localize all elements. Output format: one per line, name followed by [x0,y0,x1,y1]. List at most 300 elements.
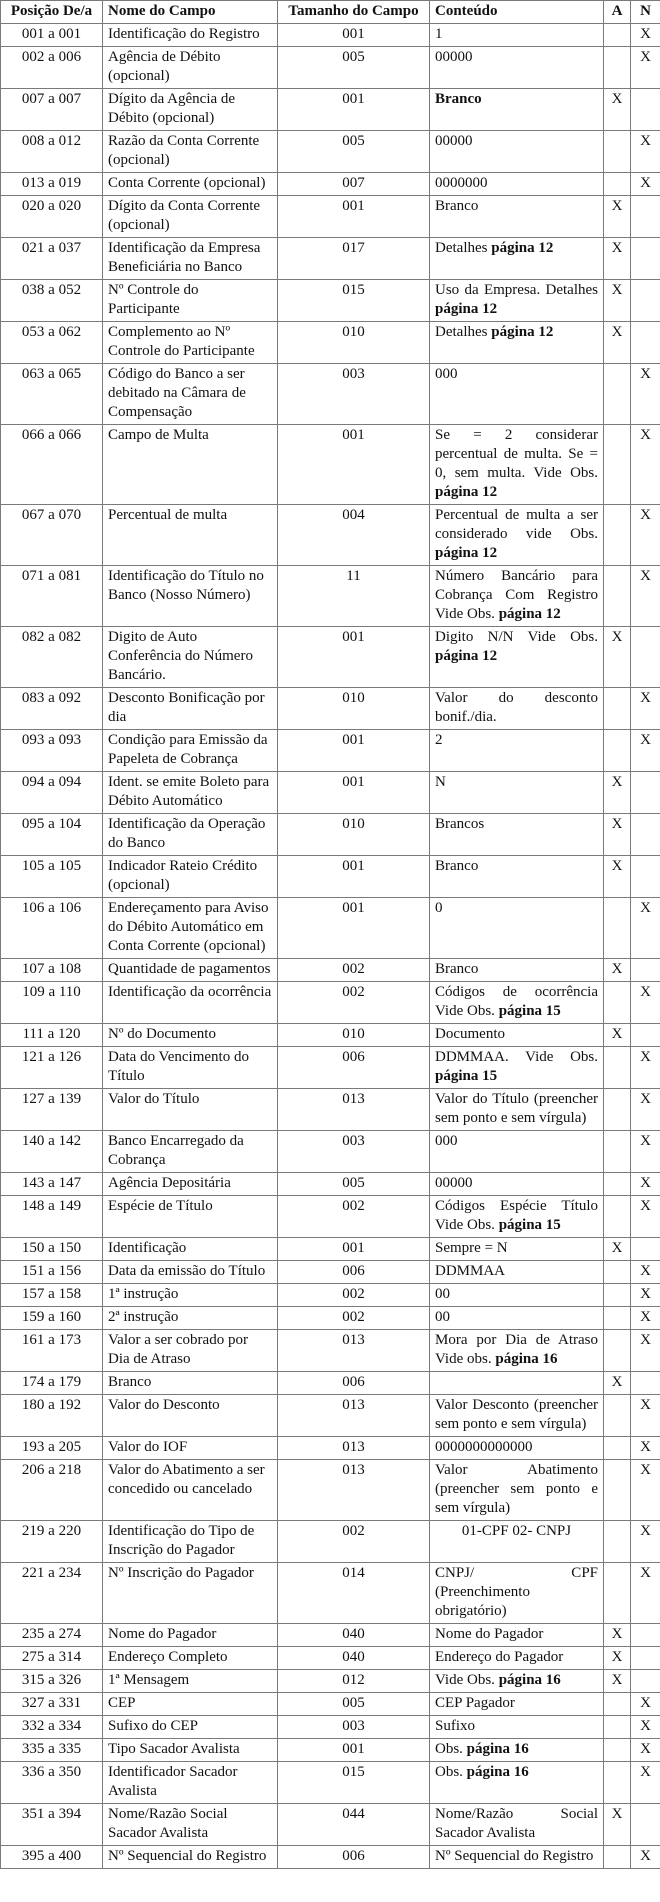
field-size-cell: 015 [278,280,430,322]
field-name-cell: Identificação da Empresa Beneficiária no Banco [103,238,278,280]
content-text: Sempre = N [435,1240,508,1256]
field-size-cell: 004 [278,505,430,566]
field-name-cell: Condição para Emissão da Papeleta de Cobrança [103,730,278,772]
field-name-cell: Agência de Débito (opcional) [103,47,278,89]
alphanumeric-flag-cell [604,898,631,959]
position-cell: 206 a 218 [1,1460,103,1521]
content-text: 000 [435,1133,458,1149]
alphanumeric-flag-cell: X [604,1647,631,1670]
content-cell [430,982,604,1024]
field-name-cell: Digito de Auto Conferência do Número Bancário. [103,627,278,688]
numeric-flag-cell: X [631,364,660,425]
alphanumeric-flag-cell [604,1739,631,1762]
content-cell [430,1521,604,1563]
numeric-flag-cell: X [631,1196,660,1238]
content-text: Branco [435,961,479,977]
alphanumeric-flag-cell [604,131,631,173]
content-text: Códigos Espécie Título Vide Obs. [435,1198,598,1233]
content-cell [430,1624,604,1647]
position-cell: 335 a 335 [1,1739,103,1762]
alphanumeric-flag-cell [604,1460,631,1521]
field-name-cell: Valor do Abatimento a ser concedido ou cancelado [103,1460,278,1521]
field-size-cell: 002 [278,1196,430,1238]
numeric-flag-cell: X [631,1284,660,1307]
table-row [1,1460,660,1521]
content-text: Percentual de multa a ser considerado vide Obs. [435,507,598,542]
content-text: Branco [435,198,479,214]
numeric-flag-cell: X [631,1131,660,1173]
table-row [1,1284,660,1307]
field-name-cell: Dígito da Conta Corrente (opcional) [103,196,278,238]
position-cell: 020 a 020 [1,196,103,238]
alphanumeric-flag-cell: X [604,627,631,688]
content-cell [430,1647,604,1670]
table-row [1,814,660,856]
table-row [1,173,660,196]
content-cell [430,89,604,131]
table-row [1,1261,660,1284]
field-size-cell: 013 [278,1089,430,1131]
header-position: Posição De/a [1,1,103,24]
field-name-cell: 2ª instrução [103,1307,278,1330]
content-text: 00000 [435,49,473,65]
table-row [1,1372,660,1395]
numeric-flag-cell: X [631,131,660,173]
content-cell [430,1437,604,1460]
field-size-cell: 003 [278,1131,430,1173]
numeric-flag-cell [631,627,660,688]
table-row [1,1047,660,1089]
alphanumeric-flag-cell [604,688,631,730]
field-name-cell: Nome/Razão Social Sacador Avalista [103,1804,278,1846]
position-cell: 351 a 394 [1,1804,103,1846]
numeric-flag-cell: X [631,1307,660,1330]
content-page-reference: página 16 [466,1764,529,1780]
content-text: CEP Pagador [435,1695,515,1711]
field-size-cell: 001 [278,89,430,131]
alphanumeric-flag-cell [604,425,631,505]
field-size-cell: 007 [278,173,430,196]
content-page-reference: página 16 [495,1351,558,1367]
alphanumeric-flag-cell [604,1330,631,1372]
alphanumeric-flag-cell [604,1437,631,1460]
content-text: Nº Sequencial do Registro [435,1848,594,1864]
position-cell: 150 a 150 [1,1238,103,1261]
alphanumeric-flag-cell [604,1693,631,1716]
numeric-flag-cell [631,89,660,131]
numeric-flag-cell [631,772,660,814]
numeric-flag-cell [631,238,660,280]
numeric-flag-cell [631,1238,660,1261]
position-cell: 071 a 081 [1,566,103,627]
content-page-reference: página 15 [498,1003,561,1019]
content-cell [430,1739,604,1762]
content-cell [430,322,604,364]
position-cell: 180 a 192 [1,1395,103,1437]
header-content: Conteúdo [430,1,604,24]
alphanumeric-flag-cell: X [604,238,631,280]
numeric-flag-cell: X [631,1739,660,1762]
field-name-cell: Tipo Sacador Avalista [103,1739,278,1762]
field-size-cell: 013 [278,1330,430,1372]
table-row [1,196,660,238]
table-row [1,856,660,898]
table-row [1,730,660,772]
alphanumeric-flag-cell [604,1261,631,1284]
alphanumeric-flag-cell [604,1131,631,1173]
content-text: Se = 2 considerar percentual de multa. Se = 0, sem multa. Vide Obs. [435,427,598,481]
content-text: 2 [435,732,443,748]
position-cell: 161 a 173 [1,1330,103,1372]
content-text: Sufixo [435,1718,476,1734]
table-row [1,627,660,688]
field-name-cell: Data do Vencimento do Título [103,1047,278,1089]
field-size-cell: 001 [278,1238,430,1261]
alphanumeric-flag-cell [604,1716,631,1739]
field-name-cell: Percentual de multa [103,505,278,566]
table-row [1,1624,660,1647]
alphanumeric-flag-cell [604,505,631,566]
position-cell: 105 a 105 [1,856,103,898]
alphanumeric-flag-cell: X [604,1670,631,1693]
position-cell: 140 a 142 [1,1131,103,1173]
content-page-reference: página 12 [435,545,498,561]
content-text: Número Bancário para Cobrança Com Registro Vide Obs. [435,568,598,622]
numeric-flag-cell: X [631,730,660,772]
numeric-flag-cell: X [631,1521,660,1563]
field-name-cell: Desconto Bonificação por dia [103,688,278,730]
content-cell [430,566,604,627]
table-row [1,1716,660,1739]
numeric-flag-cell: X [631,425,660,505]
content-cell [430,1196,604,1238]
numeric-flag-cell: X [631,1330,660,1372]
alphanumeric-flag-cell [604,24,631,47]
alphanumeric-flag-cell: X [604,1624,631,1647]
position-cell: 143 a 147 [1,1173,103,1196]
content-text: Endereço do Pagador [435,1649,564,1665]
numeric-flag-cell: X [631,1089,660,1131]
content-text: 01-CPF 02- CNPJ [461,1523,572,1539]
field-name-cell: Agência Depositária [103,1173,278,1196]
numeric-flag-cell: X [631,1395,660,1437]
field-size-cell: 002 [278,1521,430,1563]
position-cell: 106 a 106 [1,898,103,959]
content-text: Vide Obs. [435,1672,499,1688]
table-row [1,1563,660,1624]
content-cell [430,1372,604,1395]
field-size-cell: 014 [278,1563,430,1624]
field-name-cell: Espécie de Título [103,1196,278,1238]
content-cell [430,1024,604,1047]
field-name-cell: Código do Banco a ser debitado na Câmara de Compensação [103,364,278,425]
table-row [1,1196,660,1238]
content-cell [430,364,604,425]
content-cell [430,1238,604,1261]
table-row [1,1024,660,1047]
content-text: Detalhes [435,240,492,256]
content-page-reference: página 15 [498,1217,561,1233]
position-cell: 235 a 274 [1,1624,103,1647]
position-cell: 159 a 160 [1,1307,103,1330]
table-row [1,566,660,627]
numeric-flag-cell: X [631,566,660,627]
field-size-cell: 002 [278,1284,430,1307]
content-text: 00 [435,1286,450,1302]
position-cell: 193 a 205 [1,1437,103,1460]
table-row [1,1804,660,1846]
field-size-cell: 013 [278,1395,430,1437]
content-text: Documento [435,1026,505,1042]
position-cell: 327 a 331 [1,1693,103,1716]
alphanumeric-flag-cell [604,173,631,196]
position-cell: 038 a 052 [1,280,103,322]
field-name-cell: Sufixo do CEP [103,1716,278,1739]
position-cell: 174 a 179 [1,1372,103,1395]
content-cell [430,280,604,322]
field-size-cell: 015 [278,1762,430,1804]
content-text: N [435,774,446,790]
content-cell [430,1330,604,1372]
alphanumeric-flag-cell: X [604,1804,631,1846]
field-name-cell: CEP [103,1693,278,1716]
content-text: Valor Abatimento (preencher sem ponto e sem vírgula) [435,1462,598,1516]
content-cell [430,131,604,173]
field-size-cell: 001 [278,425,430,505]
table-row [1,280,660,322]
content-page-reference: página 12 [498,606,561,622]
table-row [1,322,660,364]
numeric-flag-cell [631,814,660,856]
table-row [1,1762,660,1804]
numeric-flag-cell: X [631,898,660,959]
header-a: A [604,1,631,24]
content-text: 0000000 [435,175,488,191]
field-name-cell: Nº Controle do Participante [103,280,278,322]
table-row [1,131,660,173]
alphanumeric-flag-cell [604,1284,631,1307]
position-cell: 066 a 066 [1,425,103,505]
position-cell: 332 a 334 [1,1716,103,1739]
position-cell: 395 a 400 [1,1846,103,1869]
table-row [1,1693,660,1716]
content-page-reference: página 12 [435,648,498,664]
alphanumeric-flag-cell [604,1196,631,1238]
position-cell: 082 a 082 [1,627,103,688]
table-body [1,24,660,1869]
content-text: CNPJ/ CPF (Preenchimento obrigatório) [435,1565,598,1619]
numeric-flag-cell: X [631,505,660,566]
numeric-flag-cell: X [631,1563,660,1624]
field-name-cell: Indicador Rateio Crédito (opcional) [103,856,278,898]
field-name-cell: Complemento ao Nº Controle do Participante [103,322,278,364]
content-text: Brancos [435,816,485,832]
alphanumeric-flag-cell [604,1395,631,1437]
alphanumeric-flag-cell [604,730,631,772]
field-name-cell: Identificação do Tipo de Inscrição do Pagador [103,1521,278,1563]
field-name-cell: Nº do Documento [103,1024,278,1047]
content-text: Obs. [435,1764,467,1780]
field-size-cell: 044 [278,1804,430,1846]
position-cell: 008 a 012 [1,131,103,173]
content-text: Digito N/N Vide Obs. [435,629,598,645]
field-name-cell: Dígito da Agência de Débito (opcional) [103,89,278,131]
table-row [1,1330,660,1372]
alphanumeric-flag-cell: X [604,322,631,364]
table-row [1,1307,660,1330]
content-text: Códigos de ocorrência Vide Obs. [435,984,598,1019]
numeric-flag-cell [631,1372,660,1395]
position-cell: 221 a 234 [1,1563,103,1624]
table-row [1,1739,660,1762]
alphanumeric-flag-cell [604,1173,631,1196]
content-text: Valor do desconto bonif./dia. [435,690,598,725]
field-name-cell: Endereçamento para Aviso do Débito Automático em Conta Corrente (opcional) [103,898,278,959]
position-cell: 093 a 093 [1,730,103,772]
numeric-flag-cell: X [631,1047,660,1089]
header-n: N [631,1,660,24]
position-cell: 107 a 108 [1,959,103,982]
field-size-cell: 001 [278,1739,430,1762]
content-cell [430,1693,604,1716]
field-size-cell: 040 [278,1647,430,1670]
field-size-cell: 006 [278,1047,430,1089]
field-name-cell: Campo de Multa [103,425,278,505]
content-text: 0000000000000 [435,1439,533,1455]
table-row [1,1670,660,1693]
numeric-flag-cell: X [631,1762,660,1804]
field-name-cell: Identificação do Registro [103,24,278,47]
table-row [1,1089,660,1131]
header-field-size: Tamanho do Campo [278,1,430,24]
field-size-cell: 005 [278,131,430,173]
alphanumeric-flag-cell: X [604,196,631,238]
field-size-cell: 013 [278,1460,430,1521]
content-cell [430,1395,604,1437]
field-size-cell: 001 [278,856,430,898]
content-text: Branco [435,858,479,874]
table-row [1,425,660,505]
position-cell: 121 a 126 [1,1047,103,1089]
content-cell [430,196,604,238]
content-text: DDMMAA [435,1263,506,1279]
field-name-cell: Valor a ser cobrado por Dia de Atraso [103,1330,278,1372]
content-page-reference: página 12 [435,484,498,500]
field-size-cell: 001 [278,24,430,47]
content-page-reference: página 12 [491,240,554,256]
content-text: Obs. [435,1741,467,1757]
numeric-flag-cell [631,959,660,982]
position-cell: 053 a 062 [1,322,103,364]
field-size-cell: 010 [278,814,430,856]
content-cell [430,856,604,898]
field-size-cell: 010 [278,322,430,364]
alphanumeric-flag-cell [604,364,631,425]
content-cell [430,1762,604,1804]
numeric-flag-cell [631,196,660,238]
numeric-flag-cell: X [631,1437,660,1460]
content-cell [430,1047,604,1089]
content-text: Mora por Dia de Atraso Vide obs. [435,1332,598,1367]
position-cell: 127 a 139 [1,1089,103,1131]
field-name-cell: Identificação do Título no Banco (Nosso Número) [103,566,278,627]
table-row [1,24,660,47]
content-text: Valor Desconto (preencher sem ponto e sem vírgula) [435,1397,598,1432]
numeric-flag-cell [631,856,660,898]
content-text: DDMMAA. Vide Obs. [435,1049,598,1065]
numeric-flag-cell [631,1024,660,1047]
field-name-cell: Identificação [103,1238,278,1261]
alphanumeric-flag-cell: X [604,89,631,131]
table-row [1,47,660,89]
table-row [1,1131,660,1173]
numeric-flag-cell: X [631,1460,660,1521]
position-cell: 109 a 110 [1,982,103,1024]
content-cell [430,1804,604,1846]
numeric-flag-cell: X [631,47,660,89]
alphanumeric-flag-cell [604,1846,631,1869]
content-cell [430,1846,604,1869]
alphanumeric-flag-cell [604,1307,631,1330]
field-name-cell: Nº Sequencial do Registro [103,1846,278,1869]
table-row [1,1846,660,1869]
table-row [1,898,660,959]
field-size-cell: 006 [278,1846,430,1869]
content-text: Nome/Razão Social Sacador Avalista [435,1806,598,1841]
numeric-flag-cell: X [631,1693,660,1716]
numeric-flag-cell [631,322,660,364]
table-row [1,238,660,280]
position-cell: 336 a 350 [1,1762,103,1804]
field-name-cell: Valor do Título [103,1089,278,1131]
content-cell [430,238,604,280]
field-name-cell: Identificação da Operação do Banco [103,814,278,856]
field-name-cell: Nº Inscrição do Pagador [103,1563,278,1624]
table-row [1,89,660,131]
content-cell [430,688,604,730]
content-cell [430,1563,604,1624]
table-row [1,1395,660,1437]
position-cell: 157 a 158 [1,1284,103,1307]
numeric-flag-cell [631,1670,660,1693]
field-name-cell: Valor do IOF [103,1437,278,1460]
content-cell [430,24,604,47]
numeric-flag-cell: X [631,1173,660,1196]
content-text: 1 [435,26,443,42]
content-cell [430,173,604,196]
field-size-cell: 11 [278,566,430,627]
alphanumeric-flag-cell: X [604,280,631,322]
content-cell [430,1460,604,1521]
position-cell: 013 a 019 [1,173,103,196]
content-text: Detalhes [435,324,492,340]
alphanumeric-flag-cell: X [604,1238,631,1261]
numeric-flag-cell [631,280,660,322]
field-size-cell: 012 [278,1670,430,1693]
alphanumeric-flag-cell [604,982,631,1024]
table-row [1,1173,660,1196]
content-cell [430,1670,604,1693]
field-size-cell: 002 [278,1307,430,1330]
field-size-cell: 001 [278,627,430,688]
content-page-reference: página 15 [435,1068,498,1084]
field-size-cell: 005 [278,1173,430,1196]
field-size-cell: 006 [278,1372,430,1395]
field-size-cell: 006 [278,1261,430,1284]
alphanumeric-flag-cell: X [604,1024,631,1047]
field-name-cell: Nome do Pagador [103,1624,278,1647]
content-cell [430,814,604,856]
